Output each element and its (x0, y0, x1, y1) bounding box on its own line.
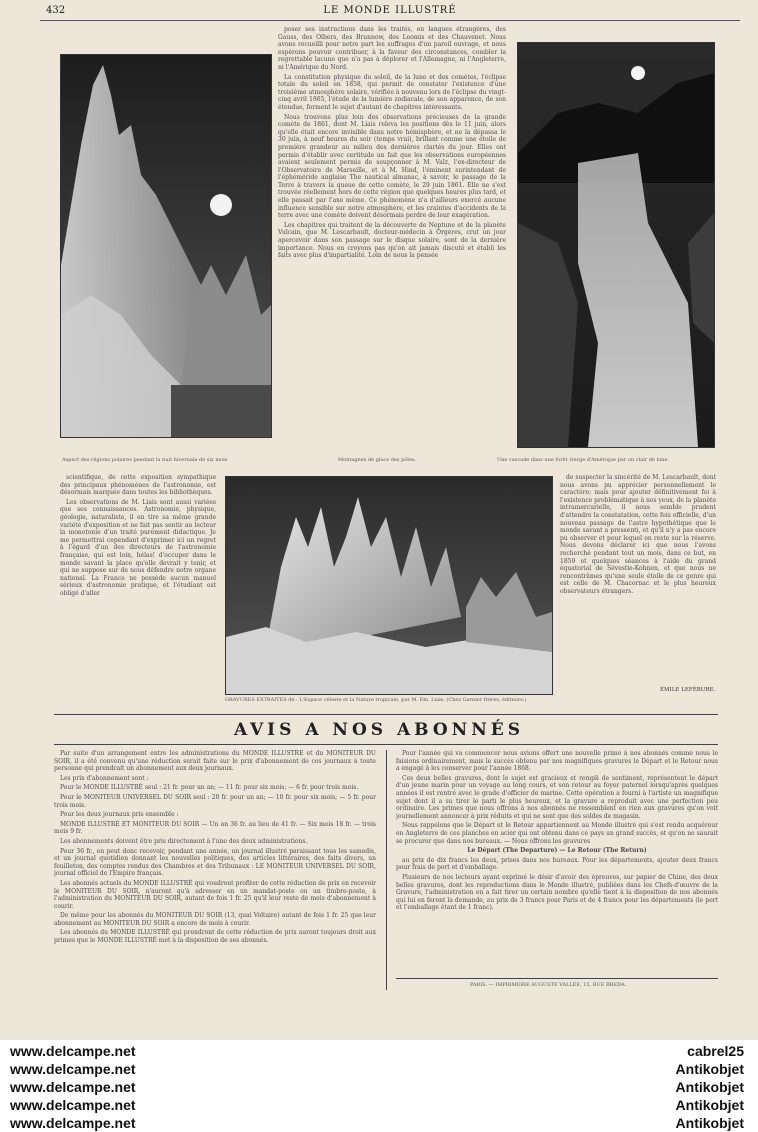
paragraph: La constitution physique du soleil, de la lune et des comètes, l'éclipse totale du soleil en 1858, qui permit de constater l'existence d'une troisième atmosphère solaire, vérifiée à nouveau lors de l'éclipse du vingt-cinq avril 1865, l'étude de la lumière zodiacale, de son apparence, de son étendue, forment le sujet d'autant de chapitres intéressants. (278, 73, 506, 111)
paragraph: Les prix d'abonnement sont : (60, 774, 149, 782)
paragraph: Nous trouvons plus loin des observations précieuses de la grande comète de 1861, dont M. Liais releva les positions dès le 11 juin, alors qu'elle était encore invisible dans notre hémisphère, et ne la dépassa le 30 juin, à neuf heures du soir (temps vrai), brillant comme une étoile de première grandeur au milieu des dernières clartés du jour. Elles ont permis d'établir avec certitude un fait que les observations européennes avaient seulement permis de soupçonner à M. Valz, l'ex-directeur de l'Observatoire de Marseille, et à M. Hind, l'éminent surintendant de l'éphéméride anglaise The nautical almanac, à savoir, le passage de la Terre à travers la queue de cette comète, le 29 juin 1861. Elle ne s'est trouvée réellement hors de cette région que quelques heures plus tard, et elle passait par l'axe même. Ce phénomène n'a d'ailleurs exercé aucune influence sensible sur notre atmosphère, et les craintes d'accidents de la terre avec une comète doivent désormais perdre de leur exagération. (278, 113, 506, 220)
page-number: 432 (46, 5, 66, 16)
paragraph: Ces deux belles gravures, dont le sujet est gracieux et rempli de sentiment, représentent le départ d'un jeune marin pour un voyage au long cours, et son retour au foyer paternel lorsqu'après quelques années il est rentré avec le grade d'officier de marine. Cette opération a fourni à l'artiste un magnifique sujet dont il a su tirer le parti le plus heureux, et la gravure a reproduit avec une perfection peu ordinaire. Les primes que nous offrons à nos abonnés ne ressemblent en rien aux gravures qu'on voit journellement annoncer à prix réduits et qui ne sont que des soldes de magasin. (396, 774, 718, 820)
paragraph: au prix de dix francs les deux, prises dans nos bureaux. Pour les départements, ajouter deux francs pour frais de port et d'emballage. (396, 856, 718, 872)
notice-column-right (396, 750, 718, 975)
paragraph: Pour l'année qui va commencer nous avions offert une nouvelle prime à nos abonnés comme nous le faisions ordinairement, mais le succès obtenu par nos magnifiques gravures le Départ et le Retour nous a engagé à les conserver pour l'année 1868. (396, 750, 718, 773)
seller-watermark-right (676, 1042, 744, 1132)
article-column-top (278, 26, 506, 452)
ice-mountains-engraving (226, 477, 552, 694)
watermark-line: www.delcampe.net (10, 1097, 136, 1113)
watermark-line: Antikobjet (675, 1097, 744, 1113)
paragraph: De même pour les abonnés du MONITEUR DU SOIR (13, quai Voltaire) autant de fois 1 fr. 25 que leur abonnement au MONITEUR DU SOIR a encore de mois à courir. (54, 912, 376, 927)
illustration-waterfall (517, 42, 715, 448)
paragraph: Pour le MONITEUR UNIVERSEL DU SOIR seul : 20 fr. pour un an; — 10 fr. pour six mois; — 5 fr. pour trois mois. (54, 793, 376, 809)
watermark-line: www.delcampe.net (10, 1079, 136, 1095)
watermark-line: Antikobjet (675, 1115, 744, 1131)
paragraph: scientifique, de cette exposition sympathique des principaux phénomènes de l'astronomie, est désormais marquée dans toutes les bibliothèques. (60, 474, 216, 497)
page-header (40, 4, 740, 21)
watermark-line: Antikobjet (675, 1061, 744, 1077)
watermark-line: www.delcampe.net (10, 1061, 136, 1077)
paragraph: Les abonnés actuels du MONDE ILLUSTRÉ qui voudront profiter de cette réduction de prix en recevoir le MONITEUR DU SOIR, n'auront qu'à adresser en un mandat-poste ou un timbre-poste, à l'administration du MONITEUR DU SOIR, autant de fois 1 fr. 25 qu'il leur reste de mois d'abonnement à courir. (54, 879, 376, 910)
paragraph: MONDE ILLUSTRÉ ET MONITEUR DU SOIR — Un an 36 fr. au lieu de 41 fr. — Six mois 18 fr. — trois mois 9 fr. (54, 820, 376, 836)
watermark-line: cabrel25 (687, 1043, 744, 1059)
paragraph: Pour le MONDE ILLUSTRÉ seul : 21 fr. pour un an; — 11 fr. pour six mois; — 6 fr. pour trois mois. (60, 784, 359, 792)
waterfall-engraving (518, 43, 714, 447)
article-column-left (60, 474, 216, 710)
paragraph: Le Départ (The Departure) — Le Retour (The Return) (467, 847, 647, 855)
watermark-line: Antikobjet (675, 1079, 744, 1095)
illustration-polar-night (60, 54, 272, 438)
notice-column-left (54, 750, 376, 990)
paragraph: Par suite d'un arrangement entre les administrations du MONDE ILLUSTRÉ et du MONITEUR DU SOIR, il a été convenu qu'une réduction serait faite sur le prix d'abonnement de ces journaux à toute personne qui prendrait un abonnement aux deux journaux. (54, 750, 376, 773)
caption-middle-illustration: Montagnes de glace des pôles. (338, 457, 416, 463)
printer-divider (396, 978, 718, 979)
caption-right-illustration: Une cascade dans une forêt vierge d'Amérique par un clair de lune. (497, 457, 670, 463)
polar-night-engraving (61, 55, 271, 437)
paragraph: Les observations de M. Liais sont aussi variées que ses connaissances. Astronomie, physique, géologie, naturaliste, il en tire sa même grande variété d'exposition et ne fait pas sentir au lecteur la monotonie d'un traité purement didactique. Je me permettrai cependant d'exprimer ici un regret à l'égard d'un des directeurs de l'astronomie française, qui est loin, hélas! d'occuper dans le monde savant la place qu'elle devrait y tenir, et qui ne suppose sur de nous défendre notre organe national. La France ne possède aucun manuel sérieux d'astronomie pratique, et l'étudiant est obligé d'aller (60, 498, 216, 597)
article-column-right (560, 474, 716, 678)
paragraph: Les abonnés du MONDE ILLUSTRÉ qui prendront de cette réduction de prix auront toujours droit aux primes que le MONDE ILLUSTRÉ met à la disposition de ses abonnés. (54, 929, 376, 945)
section-divider (54, 714, 718, 715)
paragraph: Les abonnements doivent être pris directement à l'une des deux administrations. (60, 837, 308, 845)
section-divider (54, 744, 718, 745)
paragraph: Nous rappelons que le Départ et le Retour appartiennent au Monde illustré qui s'est rendu acquéreur en Angleterre de ces planches en acier qui ont obtenu dans ce pays un grand succès, et qu'on ne saurait se procurer que dans nos bureaux. — Nous offrons les gravures (396, 822, 718, 845)
illustration-ice-mountains (225, 476, 553, 695)
seller-watermark-left (10, 1042, 136, 1132)
paragraph: Les chapitres qui traitent de la découverte de Neptune et de la planète Vulcain, que M. Lescarbault, docteur-médecin à Orgères, crut un jour apercevoir dans son passage sur le disque solaire, sont de la dernière importance. Nous en croyons pas qu'on ait jamais discuté et établi les faits avec plus d'impartialité. Loin de nous la pensée (278, 221, 506, 260)
paragraph: Plusieurs de nos lecteurs ayant exprimé le désir d'avoir des épreuves, sur papier de Chine, des deux belles gravures, dont les reproductions dans le Monde illustré, publiées dans les Chefs-d'œuvre de la Gravure, l'administration en a fait tirer un certain nombre qu'elle tient à la disposition de nos abonnés qui lui en feront la demande, au prix de 3 francs pour Paris et de 4 francs pour les départements (le port et l'emballage étant de 1 franc). (396, 873, 718, 912)
article-signature: ÉMILE LEFÉBURE. (660, 687, 716, 693)
column-divider (386, 750, 387, 990)
caption-left-illustration: Aspect des régions polaires pendant la nuit hivernale de six mois. (62, 457, 229, 463)
watermark-line: www.delcampe.net (10, 1115, 136, 1131)
watermark-line: www.delcampe.net (10, 1043, 136, 1059)
masthead: LE MONDE ILLUSTRÉ (323, 5, 457, 16)
paragraph: de suspecter la sincérité de M. Lescarbault, dont nous avons pu apprécier personnellement le caractère; mais pour ajouter définitivement foi à l'existence problématique à nos yeux, de la planète intramercurielle, il nous semble prudent d'attendre la constatation, cette fois officielle, d'un nouveau passage de l'astre hypothétique que le monde savant a pressenti, et qu'il n'y a pas encore pu observer et pour lequel on reste sur la réserve. Nous devons déclarer ici que nous l'avons recherché pendant tout un mois, dans ce but, en 1859 et quelques séances à l'aide du grand équatorial de Sévestie-Kohnen, et que nous ne rencontrâmes qu'une seule étoile de ce genre qui est celle de M. Chacornac et le plus heureux observateurs étrangers. (560, 474, 716, 595)
notice-title: AVIS A NOS ABONNÉS (234, 720, 524, 740)
paragraph: Pour 36 fr., en peut donc recevoir, pendant une année, un journal illustré paraissant tous les samedis, et un journal quotidien donnant les nouvelles politiques, des articles littéraires, des faits divers, un feuilleton, des comptes rendus des Chambres et des Tribunaux : LE MONITEUR UNIVERSEL DU SOIR, journal officiel de l'Empire français. (54, 847, 376, 878)
printer-imprint: PARIS. — IMPRIMERIE AUGUSTE VALLÉE, 15, RUE BREDA. (470, 982, 627, 988)
caption-bottom-illustration: GRAVURES EXTRAITES de : L'Espace céleste et la Nature tropicale, par M. Em. Liais. (Chez Garnier frères, éditeurs.) (225, 697, 527, 703)
paragraph: poser ses instructions dans les traités, en langues étrangères, des Gauss, des Olbers, des Brunnow, des Loomis et des Chauvenet. Nous avons recueilli pour notre part les suffrages d'un pareil ouvrage, et nous espérons pouvoir contribuer, à la faveur des circonstances, combler la regrettable lacune que n'a pas à déplorer et l'Allemagne, ni l'Angleterre, ni l'Amérique du Nord. (278, 26, 506, 71)
paragraph: Pour les deux journaux pris ensemble : (60, 811, 179, 819)
